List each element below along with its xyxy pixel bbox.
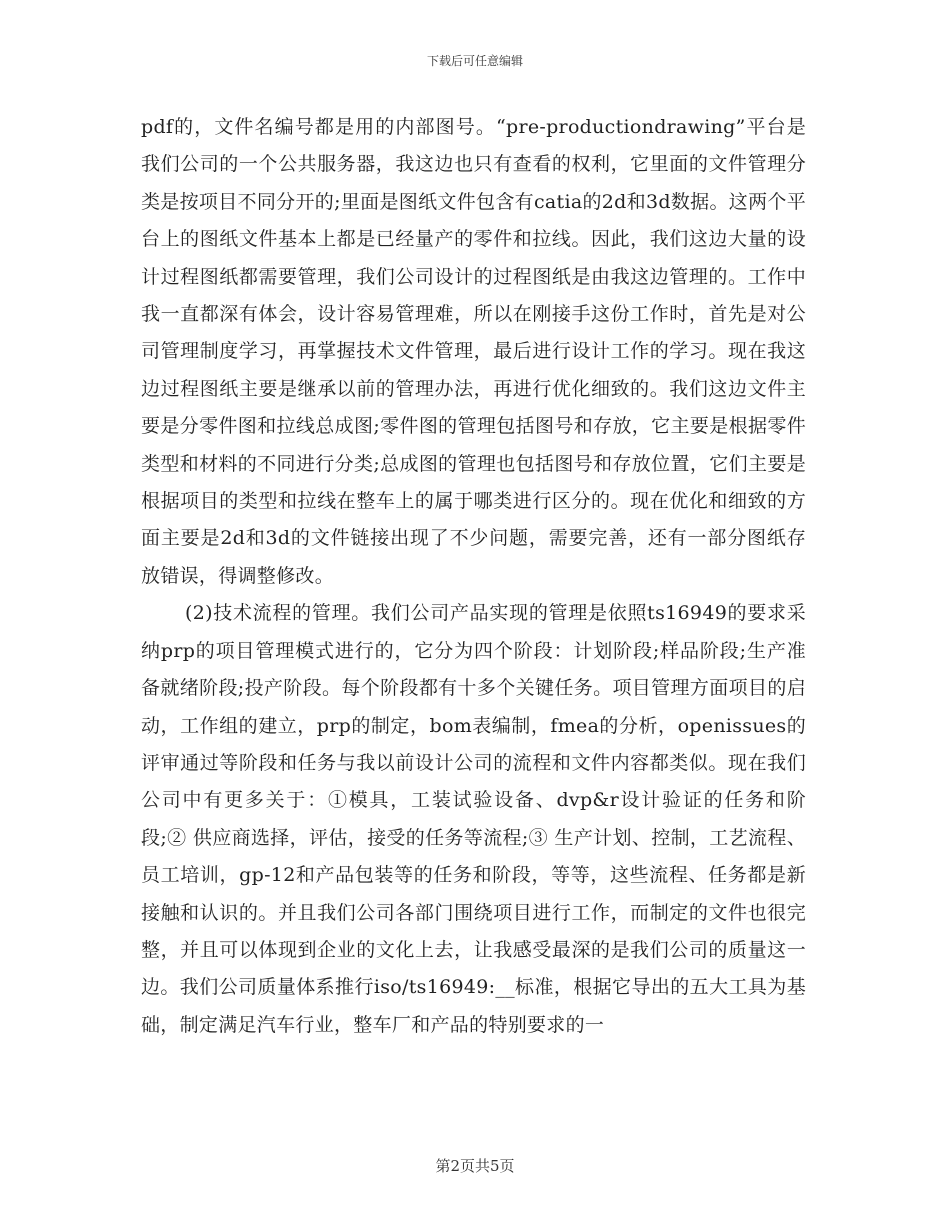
paragraph-1: pdf的，文件名编号都是用的内部图号。“pre-productiondrawing”平台是我们公司的一个公共服务器，我这边也只有查看的权利，它里面的文件管理分类是按项目不同分开的;里面是图纸文件包含有catia的2d和3d数据。这两个平台上的图纸文件基本上都是已经量产的零件和拉线。因此，我们这边大量的设计过程图纸都需要管理，我们公司设计的过程图纸是由我这边管理的。工作中我一直都深有体会，设计容易管理难，所以在刚接手这份工作时，首先是对公司管理制度学习，再掌握技术文件管理，最后进行设计工作的学习。现在我这边过程图纸主要是继承以前的管理办法，再进行优化细致的。我们这边文件主要是分零件图和拉线总成图;零件图的管理包括图号和存放，它主要是根据零件类型和材料的不同进行分类;总成图的管理也包括图号和存放位置，它们主要是根据项目的类型和拉线在整车上的属于哪类进行区分的。现在优化和细致的方面主要是2d和3d的文件链接出现了不少问题，需要完善，还有一部分图纸存放错误，得调整修改。: [141, 116, 806, 587]
document-body: [141, 109, 806, 1044]
paragraph-2: (2)技术流程的管理。我们公司产品实现的管理是依照ts16949的要求采纳prp的项目管理模式进行的，它分为四个阶段：计划阶段;样品阶段;生产准备就绪阶段;投产阶段。每个阶段都有十多个关键任务。项目管理方面项目的启动，工作组的建立，prp的制定，bom表编制，fmea的分析，openissues的评审通过等阶段和任务与我以前设计公司的流程和文件内容都类似。现在我们公司中有更多关于：①模具，工装试验设备、dvp&r设计验证的任务和阶段;② 供应商选择，评估，接受的任务等流程;③ 生产计划、控制，工艺流程、员工培训，gp-12和产品包装等的任务和阶段，等等，这些流程、任务都是新接触和认识的。并且我们公司各部门围绕项目进行工作，而制定的文件也很完整，并且可以体现到企业的文化上去，让我感受最深的是我们公司的质量这一边。我们公司质量体系推行iso/ts16949:__标准，根据它导出的五大工具为基础，制定满足汽车行业，整车厂和产品的特别要求的一: [141, 602, 806, 1036]
page-footer: 第2页共5页: [435, 1157, 515, 1175]
page-header: 下载后可任意编辑: [426, 54, 523, 68]
